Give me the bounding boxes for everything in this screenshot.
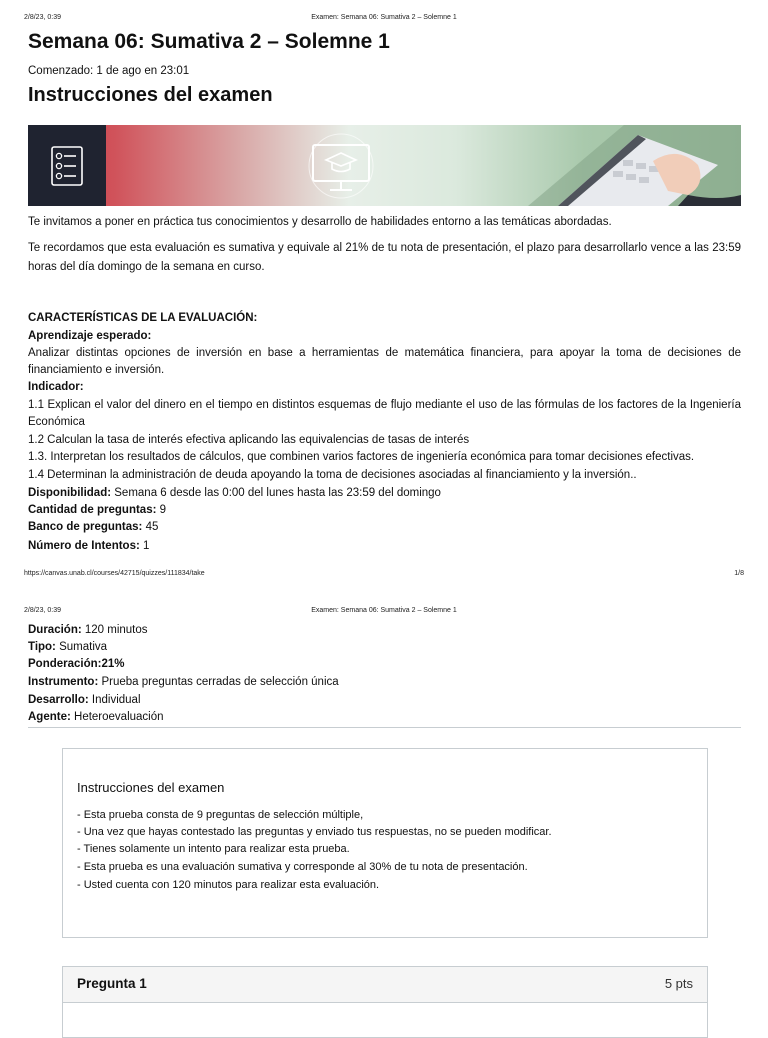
print-footer (24, 570, 744, 582)
print-date: 2/8/23, 0:39 (24, 607, 61, 614)
cantidad-row: Cantidad de preguntas: 9 (28, 504, 167, 516)
ponderacion-row: Ponderación:21% (28, 658, 125, 670)
instructions-heading: Instrucciones del examen (28, 84, 273, 106)
started-timestamp: Comenzado: 1 de ago en 23:01 (28, 65, 190, 77)
instruction-item: - Esta prueba consta de 9 preguntas de selección múltiple, (77, 809, 364, 821)
indicador-item: 1.1 Explican el valor del dinero en el tiempo en distintos esquemas de flujo mediante el uso de las fórmulas de los factores de la Ingeniería Económica (28, 399, 741, 428)
exam-banner (28, 125, 741, 206)
indicador-label: Indicador: (28, 381, 84, 393)
print-url: https://canvas.unab.cl/courses/42715/quizzes/111834/take (24, 570, 205, 577)
instructions-box (62, 748, 708, 938)
checklist-icon (28, 125, 106, 206)
agente-row: Agente: Heteroevaluación (28, 711, 164, 723)
instruction-item: - Usted cuenta con 120 minutos para realizar esta evaluación. (77, 879, 380, 891)
print-title: Examen: Semana 06: Sumativa 2 – Solemne 1 (311, 14, 457, 21)
section-divider (28, 727, 741, 728)
tipo-row: Tipo: Sumativa (28, 641, 108, 653)
graduation-monitor-icon (286, 133, 396, 199)
instrumento-row: Instrumento: Prueba preguntas cerradas de selección única (28, 676, 339, 688)
characteristics-heading: CARACTERÍSTICAS DE LA EVALUACIÓN: (28, 312, 258, 324)
print-header (24, 14, 744, 26)
print-page-number: 1/8 (734, 570, 744, 577)
disponibilidad-row: Disponibilidad: Semana 6 desde las 0:00 del lunes hasta las 23:59 del domingo (28, 487, 441, 499)
desarrollo-row: Desarrollo: Individual (28, 694, 141, 706)
question-header (63, 967, 707, 1003)
aprendizaje-text: Analizar distintas opciones de inversión en base a herramientas de matemática financiera, para apoyar la toma de decisiones de financiamiento e inversión. (28, 347, 741, 376)
instruction-item: - Esta prueba es una evaluación sumativa y corresponde al 30% de tu nota de presentación. (77, 861, 528, 873)
question-card (62, 966, 708, 1038)
question-points: 5 pts (664, 976, 693, 991)
intentos-row: Número de Intentos: 1 (28, 540, 150, 552)
question-title: Pregunta 1 (77, 976, 147, 991)
indicador-item: 1.4 Determinan la administración de deuda apoyando la toma de decisiones asociadas al financiamiento y la inversión.. (28, 469, 637, 481)
banner-icon-box (28, 125, 106, 206)
instruction-item: - Una vez que hayas contestado las preguntas y enviado tus respuestas, no se pueden modificar. (77, 826, 552, 838)
aprendizaje-label: Aprendizaje esperado: (28, 330, 152, 342)
instruction-item: - Tienes solamente un intento para realizar esta prueba. (77, 843, 350, 855)
print-title: Examen: Semana 06: Sumativa 2 – Solemne 1 (311, 607, 457, 614)
laptop-typing-illustration (528, 125, 741, 206)
banco-row: Banco de preguntas: 45 (28, 521, 159, 533)
print-date: 2/8/23, 0:39 (24, 14, 61, 21)
instructions-box-title: Instrucciones del examen (77, 780, 225, 795)
page-title: Semana 06: Sumativa 2 – Solemne 1 (28, 30, 390, 53)
indicador-item: 1.2 Calculan la tasa de interés efectiva aplicando las equivalencias de tasas de interés (28, 434, 470, 446)
duracion-row: Duración: 120 minutos (28, 624, 148, 636)
indicador-item: 1.3. Interpretan los resultados de cálculos, que combinen varios factores de ingeniería económica para tomar decisiones efectivas. (28, 451, 695, 463)
print-header (24, 607, 744, 619)
intro-paragraph-1: Te invitamos a poner en práctica tus conocimientos y desarrollo de habilidades entorno a las temáticas abordadas. (28, 216, 612, 228)
intro-paragraph-2: Te recordamos que esta evaluación es sumativa y equivale al 21% de tu nota de presentación, el plazo para desarrollarlo vence a las 23:59 horas del día domingo de la semana en curso. (28, 242, 741, 273)
